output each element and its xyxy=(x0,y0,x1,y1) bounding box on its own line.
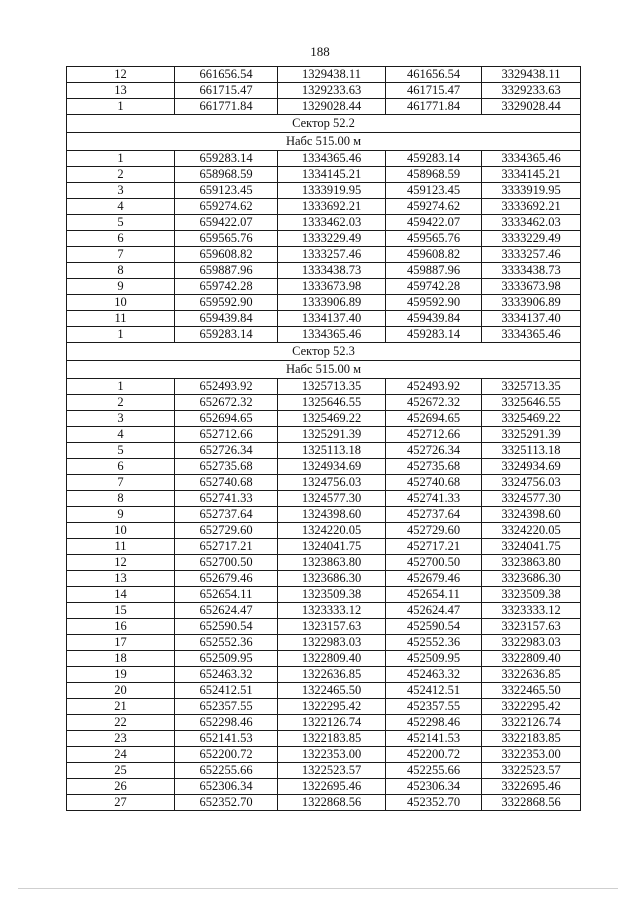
y-coordinate-cell: 1322868.56 xyxy=(278,795,386,811)
x2-coordinate-cell: 452700.50 xyxy=(386,555,482,571)
x-coordinate-cell: 652729.60 xyxy=(175,523,278,539)
table-row xyxy=(67,699,581,715)
table-row xyxy=(67,475,581,491)
table-row xyxy=(67,747,581,763)
table-row xyxy=(67,507,581,523)
point-number-cell: 18 xyxy=(67,651,175,667)
table-row xyxy=(67,167,581,183)
point-number-cell: 20 xyxy=(67,683,175,699)
x2-coordinate-cell: 452726.34 xyxy=(386,443,482,459)
x-coordinate-cell: 652298.46 xyxy=(175,715,278,731)
y-coordinate-cell: 1333673.98 xyxy=(278,279,386,295)
y2-coordinate-cell: 3333462.03 xyxy=(482,215,581,231)
y2-coordinate-cell: 3333692.21 xyxy=(482,199,581,215)
y-coordinate-cell: 1334365.46 xyxy=(278,327,386,343)
x2-coordinate-cell: 458968.59 xyxy=(386,167,482,183)
x2-coordinate-cell: 459439.84 xyxy=(386,311,482,327)
y2-coordinate-cell: 3323863.80 xyxy=(482,555,581,571)
y-coordinate-cell: 1333692.21 xyxy=(278,199,386,215)
x-coordinate-cell: 652357.55 xyxy=(175,699,278,715)
point-number-cell: 13 xyxy=(67,571,175,587)
y-coordinate-cell: 1324756.03 xyxy=(278,475,386,491)
x2-coordinate-cell: 452200.72 xyxy=(386,747,482,763)
table-row xyxy=(67,263,581,279)
x2-coordinate-cell: 461656.54 xyxy=(386,67,482,83)
coordinates-table-body xyxy=(67,67,581,811)
point-number-cell: 3 xyxy=(67,411,175,427)
y-coordinate-cell: 1323509.38 xyxy=(278,587,386,603)
y2-coordinate-cell: 3329438.11 xyxy=(482,67,581,83)
x-coordinate-cell: 652712.66 xyxy=(175,427,278,443)
x-coordinate-cell: 652740.68 xyxy=(175,475,278,491)
point-number-cell: 9 xyxy=(67,279,175,295)
point-number-cell: 17 xyxy=(67,635,175,651)
y2-coordinate-cell: 3325646.55 xyxy=(482,395,581,411)
x2-coordinate-cell: 452357.55 xyxy=(386,699,482,715)
table-row xyxy=(67,99,581,115)
y2-coordinate-cell: 3322126.74 xyxy=(482,715,581,731)
y-coordinate-cell: 1322523.57 xyxy=(278,763,386,779)
y-coordinate-cell: 1323686.30 xyxy=(278,571,386,587)
point-number-cell: 16 xyxy=(67,619,175,635)
coordinates-table xyxy=(66,66,581,811)
x-coordinate-cell: 661656.54 xyxy=(175,67,278,83)
table-row xyxy=(67,555,581,571)
table-row xyxy=(67,427,581,443)
x2-coordinate-cell: 459742.28 xyxy=(386,279,482,295)
y2-coordinate-cell: 3329233.63 xyxy=(482,83,581,99)
point-number-cell: 5 xyxy=(67,443,175,459)
x2-coordinate-cell: 459422.07 xyxy=(386,215,482,231)
x-coordinate-cell: 652255.66 xyxy=(175,763,278,779)
x2-coordinate-cell: 459274.62 xyxy=(386,199,482,215)
point-number-cell: 12 xyxy=(67,555,175,571)
y2-coordinate-cell: 3322295.42 xyxy=(482,699,581,715)
table-row xyxy=(67,67,581,83)
x2-coordinate-cell: 452694.65 xyxy=(386,411,482,427)
y2-coordinate-cell: 3325713.35 xyxy=(482,379,581,395)
y-coordinate-cell: 1322695.46 xyxy=(278,779,386,795)
x-coordinate-cell: 661715.47 xyxy=(175,83,278,99)
y-coordinate-cell: 1329438.11 xyxy=(278,67,386,83)
x2-coordinate-cell: 452654.11 xyxy=(386,587,482,603)
x-coordinate-cell: 652726.34 xyxy=(175,443,278,459)
y-coordinate-cell: 1322636.85 xyxy=(278,667,386,683)
y-coordinate-cell: 1329028.44 xyxy=(278,99,386,115)
y2-coordinate-cell: 3322523.57 xyxy=(482,763,581,779)
table-row xyxy=(67,411,581,427)
x2-coordinate-cell: 452493.92 xyxy=(386,379,482,395)
y-coordinate-cell: 1323863.80 xyxy=(278,555,386,571)
point-number-cell: 7 xyxy=(67,247,175,263)
sector-height-row xyxy=(67,133,581,151)
point-number-cell: 23 xyxy=(67,731,175,747)
x-coordinate-cell: 652590.54 xyxy=(175,619,278,635)
x-coordinate-cell: 652654.11 xyxy=(175,587,278,603)
y-coordinate-cell: 1333438.73 xyxy=(278,263,386,279)
table-row xyxy=(67,199,581,215)
x2-coordinate-cell: 459565.76 xyxy=(386,231,482,247)
table-row xyxy=(67,779,581,795)
table-row xyxy=(67,571,581,587)
table-row xyxy=(67,523,581,539)
table-row xyxy=(67,795,581,811)
point-number-cell: 9 xyxy=(67,507,175,523)
point-number-cell: 1 xyxy=(67,327,175,343)
table-row xyxy=(67,231,581,247)
point-number-cell: 1 xyxy=(67,99,175,115)
x-coordinate-cell: 652624.47 xyxy=(175,603,278,619)
y2-coordinate-cell: 3322868.56 xyxy=(482,795,581,811)
x2-coordinate-cell: 459123.45 xyxy=(386,183,482,199)
y2-coordinate-cell: 3322695.46 xyxy=(482,779,581,795)
x2-coordinate-cell: 452735.68 xyxy=(386,459,482,475)
x-coordinate-cell: 659123.45 xyxy=(175,183,278,199)
sector-title: Сектор 52.2 xyxy=(67,115,581,133)
x2-coordinate-cell: 452141.53 xyxy=(386,731,482,747)
x-coordinate-cell: 652141.53 xyxy=(175,731,278,747)
y-coordinate-cell: 1325469.22 xyxy=(278,411,386,427)
x2-coordinate-cell: 452412.51 xyxy=(386,683,482,699)
y-coordinate-cell: 1322983.03 xyxy=(278,635,386,651)
y-coordinate-cell: 1324041.75 xyxy=(278,539,386,555)
table-row xyxy=(67,683,581,699)
x2-coordinate-cell: 452590.54 xyxy=(386,619,482,635)
x-coordinate-cell: 652463.32 xyxy=(175,667,278,683)
x-coordinate-cell: 652552.36 xyxy=(175,635,278,651)
y-coordinate-cell: 1325646.55 xyxy=(278,395,386,411)
table-row xyxy=(67,715,581,731)
point-number-cell: 6 xyxy=(67,231,175,247)
x-coordinate-cell: 652717.21 xyxy=(175,539,278,555)
point-number-cell: 3 xyxy=(67,183,175,199)
scan-edge-line xyxy=(18,888,618,889)
y2-coordinate-cell: 3324756.03 xyxy=(482,475,581,491)
y2-coordinate-cell: 3333257.46 xyxy=(482,247,581,263)
x-coordinate-cell: 659608.82 xyxy=(175,247,278,263)
y-coordinate-cell: 1334365.46 xyxy=(278,151,386,167)
table-row xyxy=(67,667,581,683)
point-number-cell: 26 xyxy=(67,779,175,795)
y2-coordinate-cell: 3322636.85 xyxy=(482,667,581,683)
table-row xyxy=(67,443,581,459)
y2-coordinate-cell: 3324041.75 xyxy=(482,539,581,555)
table-row xyxy=(67,619,581,635)
x-coordinate-cell: 652412.51 xyxy=(175,683,278,699)
point-number-cell: 1 xyxy=(67,151,175,167)
point-number-cell: 25 xyxy=(67,763,175,779)
y2-coordinate-cell: 3323333.12 xyxy=(482,603,581,619)
y-coordinate-cell: 1325713.35 xyxy=(278,379,386,395)
y2-coordinate-cell: 3333229.49 xyxy=(482,231,581,247)
y-coordinate-cell: 1324577.30 xyxy=(278,491,386,507)
y-coordinate-cell: 1333462.03 xyxy=(278,215,386,231)
y2-coordinate-cell: 3329028.44 xyxy=(482,99,581,115)
sector-height-label: Набс 515.00 м xyxy=(67,361,581,379)
table-row xyxy=(67,327,581,343)
y2-coordinate-cell: 3325291.39 xyxy=(482,427,581,443)
y2-coordinate-cell: 3333673.98 xyxy=(482,279,581,295)
x2-coordinate-cell: 452729.60 xyxy=(386,523,482,539)
table-row xyxy=(67,459,581,475)
y2-coordinate-cell: 3322809.40 xyxy=(482,651,581,667)
x-coordinate-cell: 652700.50 xyxy=(175,555,278,571)
y2-coordinate-cell: 3334365.46 xyxy=(482,327,581,343)
sector-title: Сектор 52.3 xyxy=(67,343,581,361)
y2-coordinate-cell: 3333906.89 xyxy=(482,295,581,311)
x-coordinate-cell: 652741.33 xyxy=(175,491,278,507)
y2-coordinate-cell: 3323157.63 xyxy=(482,619,581,635)
point-number-cell: 4 xyxy=(67,427,175,443)
y2-coordinate-cell: 3322465.50 xyxy=(482,683,581,699)
sector-title-row xyxy=(67,343,581,361)
point-number-cell: 8 xyxy=(67,263,175,279)
point-number-cell: 10 xyxy=(67,523,175,539)
x-coordinate-cell: 659887.96 xyxy=(175,263,278,279)
x2-coordinate-cell: 459283.14 xyxy=(386,327,482,343)
point-number-cell: 1 xyxy=(67,379,175,395)
point-number-cell: 21 xyxy=(67,699,175,715)
y2-coordinate-cell: 3325113.18 xyxy=(482,443,581,459)
y-coordinate-cell: 1322126.74 xyxy=(278,715,386,731)
y2-coordinate-cell: 3322183.85 xyxy=(482,731,581,747)
point-number-cell: 11 xyxy=(67,311,175,327)
point-number-cell: 15 xyxy=(67,603,175,619)
sector-title-row xyxy=(67,115,581,133)
y-coordinate-cell: 1322183.85 xyxy=(278,731,386,747)
table-row xyxy=(67,731,581,747)
y-coordinate-cell: 1323157.63 xyxy=(278,619,386,635)
table-row xyxy=(67,587,581,603)
table-row xyxy=(67,151,581,167)
x-coordinate-cell: 659283.14 xyxy=(175,151,278,167)
y-coordinate-cell: 1323333.12 xyxy=(278,603,386,619)
y-coordinate-cell: 1325113.18 xyxy=(278,443,386,459)
point-number-cell: 19 xyxy=(67,667,175,683)
sector-height-label: Набс 515.00 м xyxy=(67,133,581,151)
table-row xyxy=(67,83,581,99)
x2-coordinate-cell: 452741.33 xyxy=(386,491,482,507)
y2-coordinate-cell: 3323686.30 xyxy=(482,571,581,587)
table-row xyxy=(67,247,581,263)
table-row xyxy=(67,763,581,779)
x2-coordinate-cell: 452509.95 xyxy=(386,651,482,667)
point-number-cell: 5 xyxy=(67,215,175,231)
table-row xyxy=(67,491,581,507)
y2-coordinate-cell: 3334137.40 xyxy=(482,311,581,327)
y-coordinate-cell: 1329233.63 xyxy=(278,83,386,99)
y2-coordinate-cell: 3324577.30 xyxy=(482,491,581,507)
x2-coordinate-cell: 452712.66 xyxy=(386,427,482,443)
point-number-cell: 4 xyxy=(67,199,175,215)
table-row xyxy=(67,539,581,555)
point-number-cell: 10 xyxy=(67,295,175,311)
point-number-cell: 13 xyxy=(67,83,175,99)
x2-coordinate-cell: 452306.34 xyxy=(386,779,482,795)
x-coordinate-cell: 652352.70 xyxy=(175,795,278,811)
x-coordinate-cell: 659565.76 xyxy=(175,231,278,247)
x-coordinate-cell: 652306.34 xyxy=(175,779,278,795)
x2-coordinate-cell: 452737.64 xyxy=(386,507,482,523)
y2-coordinate-cell: 3333919.95 xyxy=(482,183,581,199)
point-number-cell: 2 xyxy=(67,167,175,183)
table-row xyxy=(67,635,581,651)
x-coordinate-cell: 659422.07 xyxy=(175,215,278,231)
x-coordinate-cell: 652735.68 xyxy=(175,459,278,475)
x-coordinate-cell: 659439.84 xyxy=(175,311,278,327)
table-row xyxy=(67,311,581,327)
y-coordinate-cell: 1322295.42 xyxy=(278,699,386,715)
y-coordinate-cell: 1324220.05 xyxy=(278,523,386,539)
y2-coordinate-cell: 3334145.21 xyxy=(482,167,581,183)
x2-coordinate-cell: 452672.32 xyxy=(386,395,482,411)
x2-coordinate-cell: 459887.96 xyxy=(386,263,482,279)
table-row xyxy=(67,215,581,231)
x2-coordinate-cell: 452255.66 xyxy=(386,763,482,779)
x-coordinate-cell: 652493.92 xyxy=(175,379,278,395)
point-number-cell: 27 xyxy=(67,795,175,811)
x-coordinate-cell: 661771.84 xyxy=(175,99,278,115)
x2-coordinate-cell: 461771.84 xyxy=(386,99,482,115)
y2-coordinate-cell: 3334365.46 xyxy=(482,151,581,167)
y-coordinate-cell: 1324398.60 xyxy=(278,507,386,523)
y-coordinate-cell: 1322353.00 xyxy=(278,747,386,763)
table-row xyxy=(67,379,581,395)
point-number-cell: 12 xyxy=(67,67,175,83)
y-coordinate-cell: 1334137.40 xyxy=(278,311,386,327)
point-number-cell: 6 xyxy=(67,459,175,475)
y2-coordinate-cell: 3322353.00 xyxy=(482,747,581,763)
x-coordinate-cell: 652509.95 xyxy=(175,651,278,667)
y2-coordinate-cell: 3322983.03 xyxy=(482,635,581,651)
point-number-cell: 22 xyxy=(67,715,175,731)
table-row xyxy=(67,651,581,667)
x-coordinate-cell: 659592.90 xyxy=(175,295,278,311)
y-coordinate-cell: 1322465.50 xyxy=(278,683,386,699)
point-number-cell: 2 xyxy=(67,395,175,411)
x2-coordinate-cell: 452352.70 xyxy=(386,795,482,811)
x-coordinate-cell: 652694.65 xyxy=(175,411,278,427)
table-row xyxy=(67,183,581,199)
x-coordinate-cell: 652672.32 xyxy=(175,395,278,411)
y-coordinate-cell: 1322809.40 xyxy=(278,651,386,667)
x2-coordinate-cell: 452740.68 xyxy=(386,475,482,491)
x-coordinate-cell: 652737.64 xyxy=(175,507,278,523)
x-coordinate-cell: 658968.59 xyxy=(175,167,278,183)
y-coordinate-cell: 1325291.39 xyxy=(278,427,386,443)
y-coordinate-cell: 1333257.46 xyxy=(278,247,386,263)
x2-coordinate-cell: 459283.14 xyxy=(386,151,482,167)
point-number-cell: 7 xyxy=(67,475,175,491)
y2-coordinate-cell: 3323509.38 xyxy=(482,587,581,603)
sector-height-row xyxy=(67,361,581,379)
point-number-cell: 14 xyxy=(67,587,175,603)
point-number-cell: 24 xyxy=(67,747,175,763)
x2-coordinate-cell: 452298.46 xyxy=(386,715,482,731)
x-coordinate-cell: 652679.46 xyxy=(175,571,278,587)
x-coordinate-cell: 659742.28 xyxy=(175,279,278,295)
y-coordinate-cell: 1333906.89 xyxy=(278,295,386,311)
point-number-cell: 8 xyxy=(67,491,175,507)
x2-coordinate-cell: 452463.32 xyxy=(386,667,482,683)
y-coordinate-cell: 1324934.69 xyxy=(278,459,386,475)
x2-coordinate-cell: 459608.82 xyxy=(386,247,482,263)
x-coordinate-cell: 659274.62 xyxy=(175,199,278,215)
x2-coordinate-cell: 452552.36 xyxy=(386,635,482,651)
x2-coordinate-cell: 452624.47 xyxy=(386,603,482,619)
table-row xyxy=(67,395,581,411)
y2-coordinate-cell: 3324398.60 xyxy=(482,507,581,523)
x-coordinate-cell: 659283.14 xyxy=(175,327,278,343)
table-row xyxy=(67,603,581,619)
point-number-cell: 11 xyxy=(67,539,175,555)
y2-coordinate-cell: 3324934.69 xyxy=(482,459,581,475)
y-coordinate-cell: 1334145.21 xyxy=(278,167,386,183)
y2-coordinate-cell: 3324220.05 xyxy=(482,523,581,539)
y2-coordinate-cell: 3333438.73 xyxy=(482,263,581,279)
x2-coordinate-cell: 452717.21 xyxy=(386,539,482,555)
page-number: 188 xyxy=(310,44,330,59)
table-row xyxy=(67,279,581,295)
x2-coordinate-cell: 459592.90 xyxy=(386,295,482,311)
x2-coordinate-cell: 452679.46 xyxy=(386,571,482,587)
x2-coordinate-cell: 461715.47 xyxy=(386,83,482,99)
x-coordinate-cell: 652200.72 xyxy=(175,747,278,763)
y-coordinate-cell: 1333919.95 xyxy=(278,183,386,199)
y2-coordinate-cell: 3325469.22 xyxy=(482,411,581,427)
y-coordinate-cell: 1333229.49 xyxy=(278,231,386,247)
table-row xyxy=(67,295,581,311)
